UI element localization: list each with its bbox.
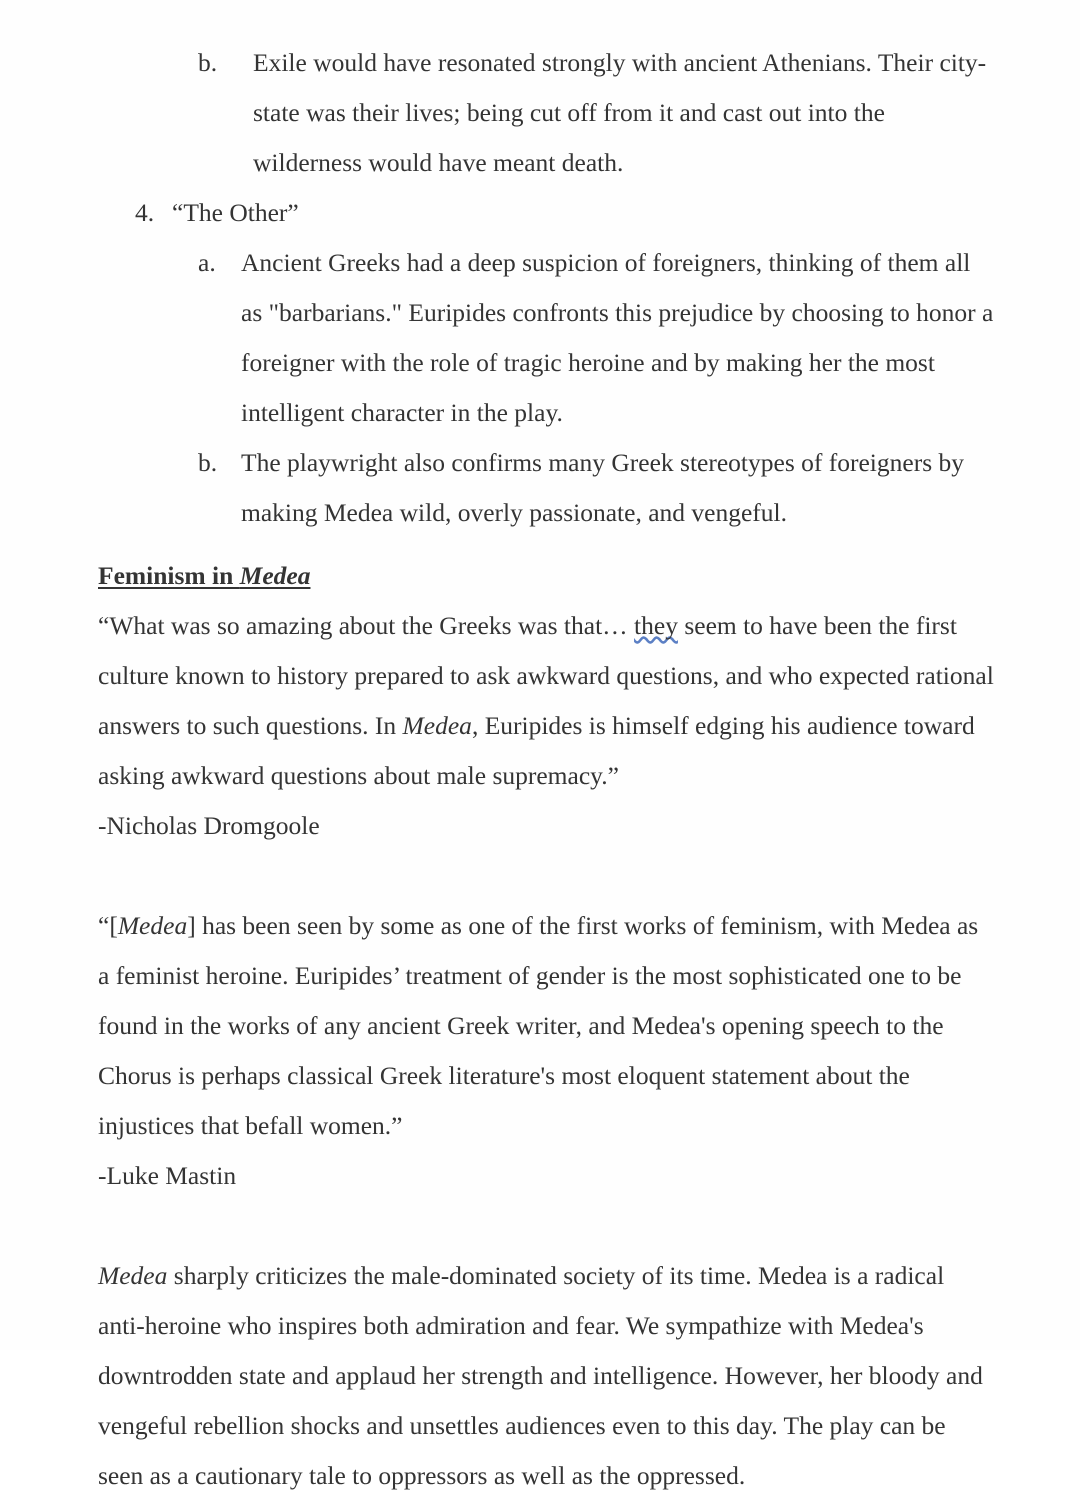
list-item-text: Ancient Greeks had a deep suspicion of foreigners, thinking of them all as "barbarians." Euripides confronts this prejudice by choosing to honor a foreigner with the role of tragic heroine and by making her the most intelligent character in the play. (241, 248, 994, 427)
quote-two-text (98, 901, 995, 1151)
document-body (98, 38, 995, 1501)
quote-two-italic-title: Medea (117, 911, 188, 940)
list-marker: b. (198, 448, 218, 477)
paragraph-spacer (98, 1201, 995, 1251)
quote-one-text (98, 601, 995, 801)
quote-one-part-1: “What was so amazing about the Greeks was that… (98, 611, 635, 640)
spellcheck-flagged-word[interactable]: they (634, 611, 678, 640)
closing-paragraph-text: sharply criticizes the male-dominated society of its time. Medea is a radical anti-heroine who inspires both admiration and fear. We sympathize with Medea's downtrodden state and applaud her strength and intelligence. However, her bloody and vengeful rebellion shocks and unsettles audiences even to this day. The play can be seen as a cautionary tale to oppressors as well as the oppressed. (98, 1261, 983, 1490)
list-marker: a. (198, 248, 216, 277)
quote-one-attribution: -Nicholas Dromgoole (98, 811, 320, 840)
list-item-text: The playwright also confirms many Greek stereotypes of foreigners by making Medea wild, overly passionate, and vengeful. (241, 448, 964, 527)
list-marker: b. (198, 48, 218, 77)
quote-one-part-3: , Euripides is himself edging his audience toward asking awkward questions about male supremacy.” (98, 711, 975, 790)
quote-one-italic-title: Medea (402, 711, 472, 740)
quote-two-part-2: ] has been seen by some as one of the first works of feminism, with Medea as a feminist heroine. Euripides’ treatment of gender is the most sophisticated one to be found in the works of any ancient Greek writer, and Medea's opening speech to the Chorus is perhaps classical Greek literature's most eloquent statement about the injustices that befall women.” (98, 911, 979, 1140)
quote-one-part-2: seem to have been the first culture known to history prepared to ask awkward questions, and who expected rational answers to such questions. In (98, 611, 994, 740)
list-item (98, 188, 995, 238)
paragraph-spacer (98, 851, 995, 901)
list-item (98, 238, 995, 438)
section-heading (98, 551, 995, 601)
list-item (98, 38, 995, 188)
closing-paragraph-italic-title: Medea (98, 1261, 168, 1290)
quote-two-attribution: -Luke Mastin (98, 1161, 237, 1190)
list-item-text: “The Other” (172, 198, 299, 227)
list-item-text: Exile would have resonated strongly with ancient Athenians. Their city-state was their lives; being cut off from it and cast out into the wilderness would have meant death. (253, 48, 987, 177)
list-marker: 4. (135, 198, 155, 227)
closing-paragraph (98, 1251, 995, 1501)
section-heading-prefix: Feminism in (98, 561, 240, 590)
quote-two-part-1: “[ (98, 911, 118, 940)
list-item (98, 438, 995, 538)
section-heading-title-italic: Medea (239, 561, 311, 590)
